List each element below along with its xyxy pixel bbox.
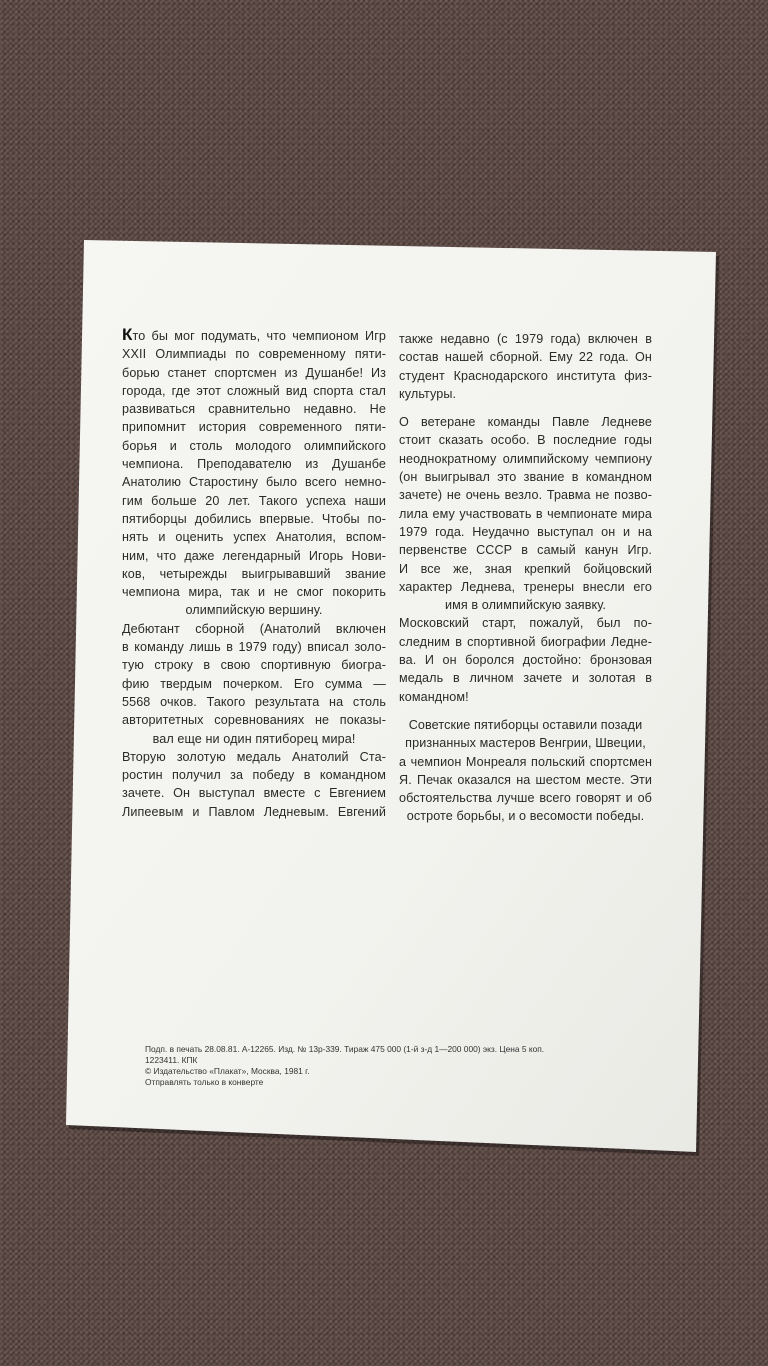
text-line: обстоятельства лучше всего говорят и об <box>399 791 652 806</box>
text-line: Советские пятиборцы оставили позади <box>408 717 643 732</box>
text-line: чемпиона мира, так и не смог покорить <box>122 585 386 600</box>
text-line: чемпиона. Преподавателю из Душанбе <box>122 457 386 472</box>
paragraph-1 <box>122 326 386 620</box>
drop-cap: К <box>122 325 133 344</box>
text-line: Вторую золотую медаль Анатолий Ста- <box>122 749 386 764</box>
imprint <box>145 1044 615 1088</box>
text-line: студент Краснодарского института физ- <box>399 368 652 383</box>
text-line: 5568 очков. Такого результата на столь <box>122 694 386 709</box>
right-column <box>399 330 652 826</box>
text-line: ростин получил за победу в командном <box>122 768 386 783</box>
text-line: XXII Олимпиады по современному пяти- <box>122 347 386 362</box>
text-line: первенстве СССР в самый канун Игр. <box>399 543 652 558</box>
text-line: тую строку в свою спортивную биогра- <box>122 658 386 673</box>
text-line: гим больше 20 лет. Такого успеха наши <box>122 493 386 508</box>
text-line: зачете) не очень везло. Травма не позво- <box>399 488 652 503</box>
paragraph-3 <box>122 748 386 821</box>
text-line: Московский старт, пожалуй, был по- <box>399 616 652 631</box>
text-line: Липеевым и Павлом Ледневым. Евгений <box>122 804 386 819</box>
text-line: вал еще ни один пятиборец мира! <box>152 731 356 746</box>
text-line: И все же, зная крепкий бойцовский <box>399 561 652 576</box>
text-line: культуры. <box>399 386 457 401</box>
left-column <box>122 326 386 821</box>
text-line: признанных мастеров Венгрии, Швеции, <box>405 736 646 751</box>
text-line: зачете. Он выступал вместе с Евгением <box>122 786 386 801</box>
text-line: Анатолию Старостину было всего немно- <box>122 475 386 490</box>
text-line: Кто бы мог подумать, что чемпионом Игр <box>122 325 386 344</box>
text-line: остроте борьбы, и о весомости победы. <box>406 809 645 824</box>
text-line: характер Леднева, тренеры внесли его <box>399 579 652 594</box>
paragraph-gap <box>399 706 652 716</box>
text-line: состав нашей сборной. Ему 22 года. Он <box>399 350 652 365</box>
text-line: 1979 года. Неудачно выступал он и на <box>399 524 652 539</box>
text-line: развиваться сравнительно недавно. Не <box>122 402 386 417</box>
paragraph-gap <box>399 403 652 413</box>
imprint-line: © Издательство «Плакат», Москва, 1981 г. <box>145 1066 310 1076</box>
text-line: имя в олимпийскую заявку. <box>444 598 607 613</box>
text-line: стоит сказать особо. В последние годы <box>399 433 652 448</box>
text-line: пятиборцы добились впервые. Чтобы по- <box>122 511 386 526</box>
text-line: борья и столь молодого олимпийского <box>122 438 386 453</box>
text-line: в команду лишь в 1979 году) вписал золо- <box>122 640 386 655</box>
imprint-line: Подп. в печать 28.08.81. А-12265. Изд. № 13р-339. Тираж 475 000 (1-й з-д 1—200 000) экз. Цена 5 коп. <box>145 1044 545 1054</box>
text-line: также недавно (с 1979 года) включен в <box>399 332 652 346</box>
text-line: нять и оценить успех Анатолия, вспом- <box>122 530 386 545</box>
text-line: олимпийскую вершину. <box>185 603 323 618</box>
text-line: командном! <box>399 689 469 704</box>
text-line: ним, что даже легендарный Игорь Нови- <box>122 548 386 563</box>
text-line: Дебютант сборной (Анатолий включен <box>122 621 386 636</box>
imprint-line: Отправлять только в конверте <box>145 1077 264 1087</box>
text-line: ков, четырежды выигрывавший звание <box>122 566 386 581</box>
text-line: О ветеране команды Павле Ледневе <box>399 415 652 430</box>
text-line: а чемпион Монреаля польский спортсмен <box>399 754 652 769</box>
paragraph-4 <box>399 330 652 403</box>
paragraph-2 <box>122 620 386 748</box>
text-line: Я. Печак оказался на шестом месте. Эти <box>399 772 652 787</box>
imprint-line: 1223411. КПК <box>145 1055 198 1065</box>
paragraph-7 <box>399 716 652 826</box>
text-line: неоднократному олимпийскому чемпиону <box>399 451 652 466</box>
text-line: медаль в личном зачете и золотая в <box>399 671 652 686</box>
text-line: ва. И он боролся достойно: бронзовая <box>399 653 652 668</box>
paragraph-6 <box>399 614 652 705</box>
text-line: авторитетных соревнованиях не показы- <box>122 713 386 728</box>
paragraph-5 <box>399 413 652 614</box>
text-line: (он выигрывал это звание в командном <box>399 470 652 485</box>
text-line: фию твердым почерком. Его сумма — <box>122 676 386 691</box>
text-line: припомнит история современного пяти- <box>122 420 386 435</box>
text-line: города, где этот сложный вид спорта стал <box>122 383 386 398</box>
text-line: борью станет спортсмен из Душанбе! Из <box>122 365 386 380</box>
text-line: лила ему участвовать в чемпионате мира <box>399 506 652 521</box>
text-line: следним в спортивной биографии Ледне- <box>399 634 652 649</box>
